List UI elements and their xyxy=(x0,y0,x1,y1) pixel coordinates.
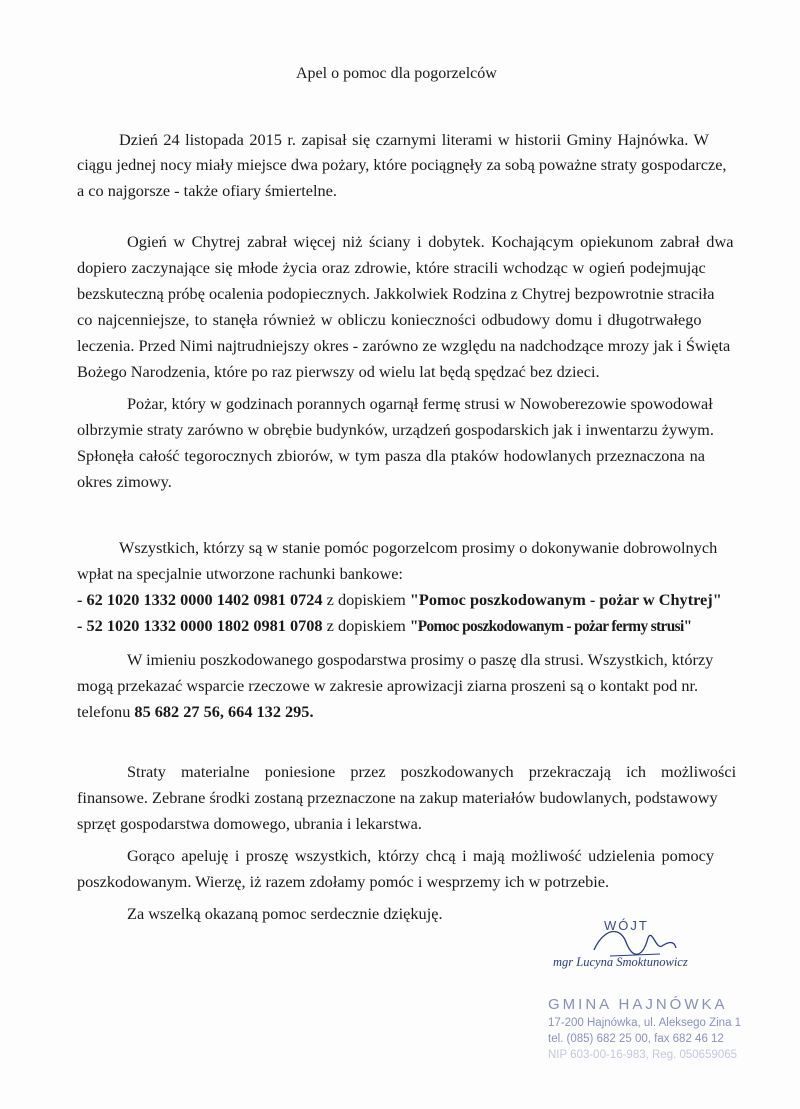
account-2-connector: z dopiskiem xyxy=(322,616,410,635)
para6-line2: finansowe. Zebrane środki zostaną przeznaczone na zakup materiałów budowlanych, podstawowy xyxy=(77,788,718,807)
account-1-connector: z dopiskiem xyxy=(322,590,410,609)
signature-role: WÓJT xyxy=(604,918,649,933)
para5-line1: W imieniu poszkodowanego gospodarstwa prosimy o paszę dla strusi. Wszystkich, którzy xyxy=(127,650,714,669)
para5-line2: mogą przekazać wsparcie rzeczowe w zakresie aprowizacji ziarna proszeni są o kontakt pod nr. xyxy=(77,676,699,695)
para2-line5: leczenia. Przed Nimi najtrudniejszy okres - zarówno ze względu na nadchodzące mrozy jak i Święta xyxy=(77,336,731,355)
para2-line2: dopiero zaczynające się młode życia oraz zdrowie, które stracili wchodząc w ogień podejmując xyxy=(77,258,706,277)
para2-line6: Bożego Narodzenia, które po raz pierwszy od wielu lat będą spędzać bez dzieci. xyxy=(77,362,600,381)
para2-line1: Ogień w Chytrej zabrał więcej niż ściany i dobytek. Kochającym opiekunom zabrał dwa xyxy=(127,232,734,251)
para7-line2: poszkodowanym. Wierzę, iż razem zdołamy pomóc i wesprzemy ich w potrzebie. xyxy=(77,872,610,891)
para6-line3: sprzęt gospodarstwa domowego, ubrania i lekarstwa. xyxy=(77,814,422,833)
account-1-note: "Pomoc poszkodowanym - pożar w Chytrej" xyxy=(409,590,722,609)
para2-line4: co najcenniejsze, to stanęła również w obliczu konieczności odbudowy domu i długotrwałego xyxy=(77,310,702,329)
bank-account-1 xyxy=(77,590,722,610)
para1-line3: a co najgorsze - także ofiary śmiertelne. xyxy=(77,181,337,200)
signatory-name: mgr Lucyna Smoktunowicz xyxy=(553,955,688,969)
document-title: Apel o pomoc dla pogorzelców xyxy=(296,65,497,82)
closing-thanks: Za wszelką okazaną pomoc serdecznie dziękuję. xyxy=(127,904,443,923)
para2-line3: bezskuteczną próbę ocalenia podopiecznych. Jakkolwiek Rodzina z Chytrej bezpowrotnie straciła xyxy=(77,284,715,303)
para1-line2: ciągu jednej nocy miały miejsce dwa pożary, które pociągnęły za sobą poważne straty gospodarcze, xyxy=(77,155,727,174)
para4-line1: Wszystkich, którzy są w stanie pomóc pogorzelcom prosimy o dokonywanie dobrowolnych xyxy=(119,538,718,557)
account-1-number: - 62 1020 1332 0000 1402 0981 0724 xyxy=(77,590,323,609)
bank-account-2 xyxy=(77,616,692,637)
para3-line3: Spłonęła całość tegorocznych zbiorów, w tym pasza dla ptaków hodowlanych przeznaczona na xyxy=(77,446,706,465)
para3-line1: Pożar, który w godzinach porannych ogarnął fermę strusi w Nowoberezowie spowodował xyxy=(127,394,713,413)
para3-line2: olbrzymie straty zarówno w obrębie budynków, urządzeń gospodarskich jak i inwentarzu żywym. xyxy=(77,420,714,439)
contact-phone-numbers: 85 682 27 56, 664 132 295. xyxy=(134,702,314,721)
account-2-number: - 52 1020 1332 0000 1802 0981 0708 xyxy=(77,616,323,635)
account-2-note: "Pomoc poszkodowanym - pożar fermy strusi" xyxy=(409,618,692,635)
office-stamp xyxy=(548,995,800,1063)
para6-line1: Straty materialne poniesione przez poszkodowanych przekraczają ich możliwości xyxy=(127,762,737,781)
para3-line4: okres zimowy. xyxy=(77,472,172,491)
stamp-registration: NIP 603-00-16-983, Reg. 050659065 xyxy=(548,1049,738,1061)
para7-line1: Gorąco apeluję i proszę wszystkich, którzy chcą i mają możliwość udzielenia pomocy xyxy=(127,846,714,865)
para5-line3 xyxy=(77,702,314,722)
stamp-title: GMINA HAJNÓWKA xyxy=(548,996,728,1013)
phone-prefix: telefonu xyxy=(77,702,135,721)
stamp-phone-fax: tel. (085) 682 25 00, fax 682 46 12 xyxy=(548,1033,724,1045)
para1-line1: Dzień 24 listopada 2015 r. zapisał się czarnymi literami w historii Gminy Hajnówka. W xyxy=(119,130,709,149)
para4-line2: wpłat na specjalnie utworzone rachunki bankowe: xyxy=(77,564,403,583)
stamp-address: 17-200 Hajnówka, ul. Aleksego Zina 1 xyxy=(548,1017,742,1029)
